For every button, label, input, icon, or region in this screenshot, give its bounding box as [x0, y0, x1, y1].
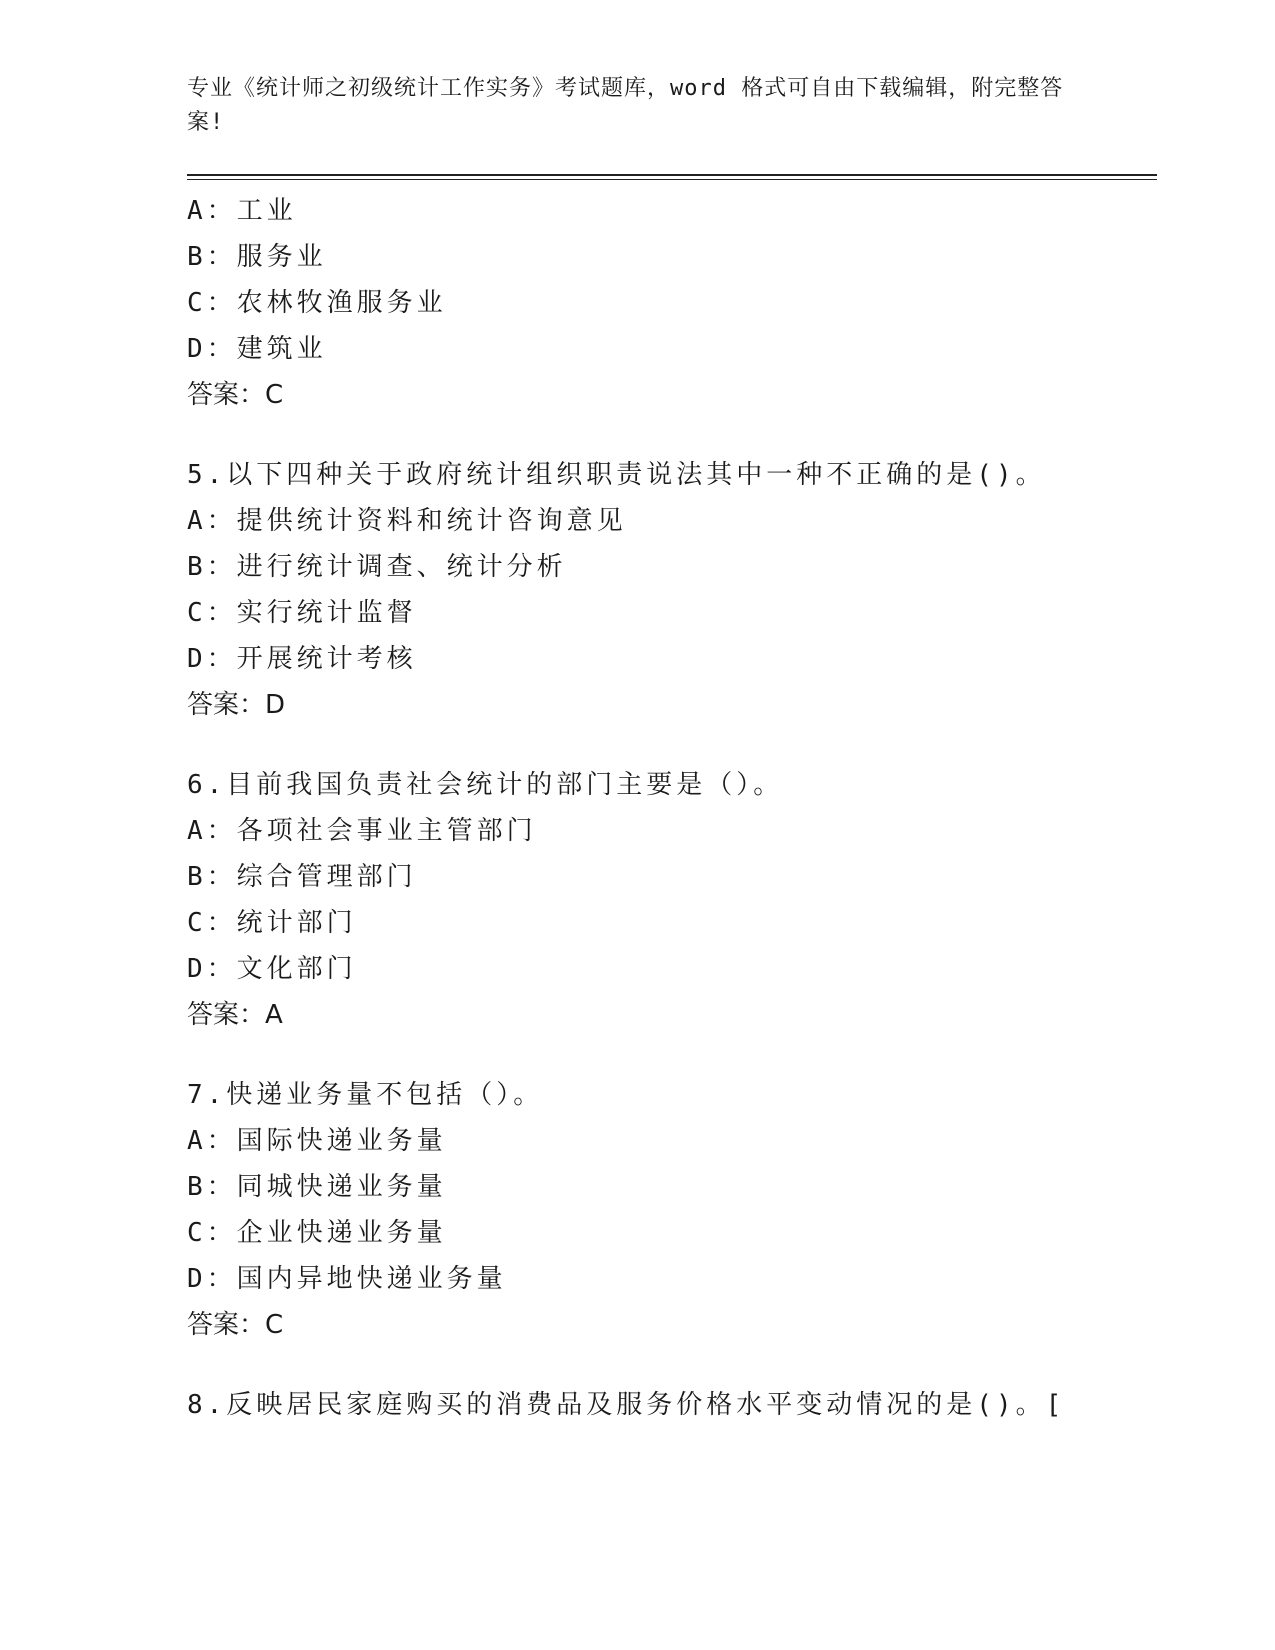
option-c	[187, 1210, 1157, 1256]
option-label: B：	[187, 862, 237, 892]
answer-line: 答案：D	[187, 690, 286, 720]
option-a	[187, 188, 1157, 234]
answer-line: 答案：C	[187, 1310, 284, 1340]
option-text: 农林牧渔服务业	[236, 288, 447, 318]
option-c	[187, 900, 1157, 946]
option-text: 国内异地快递业务量	[236, 1264, 507, 1294]
option-b	[187, 854, 1157, 900]
option-d	[187, 636, 1157, 682]
option-label: A：	[187, 816, 237, 846]
option-text: 企业快递业务量	[236, 1218, 447, 1248]
option-label: A：	[187, 506, 237, 536]
option-text: 综合管理部门	[236, 862, 417, 892]
option-text: 工业	[236, 196, 297, 226]
option-b	[187, 544, 1157, 590]
option-label: C：	[187, 908, 237, 938]
question-stem: 6.目前我国负责社会统计的部门主要是（）。	[187, 770, 784, 800]
option-c	[187, 590, 1157, 636]
option-b	[187, 234, 1157, 280]
question-4-continued	[187, 188, 1157, 418]
option-text: 同城快递业务量	[236, 1172, 447, 1202]
question-6	[187, 762, 1157, 1038]
header-divider-inner	[187, 179, 1157, 180]
option-label: B：	[187, 1172, 237, 1202]
option-c	[187, 280, 1157, 326]
question-5	[187, 452, 1157, 728]
option-text: 服务业	[236, 242, 327, 272]
option-label: B：	[187, 552, 237, 582]
option-b	[187, 1164, 1157, 1210]
option-label: C：	[187, 288, 237, 318]
header-note: 专业《统计师之初级统计工作实务》考试题库，word 格式可自由下载编辑，附完整答案!	[187, 76, 1064, 135]
option-label: C：	[187, 598, 237, 628]
option-d	[187, 1256, 1157, 1302]
option-text: 进行统计调查、统计分析	[236, 552, 567, 582]
option-text: 文化部门	[236, 954, 357, 984]
answer-line: 答案：C	[187, 380, 284, 410]
option-text: 提供统计资料和统计咨询意见	[236, 506, 627, 536]
option-label: C：	[187, 1218, 237, 1248]
option-label: A：	[187, 1126, 237, 1156]
option-label: D：	[187, 334, 237, 364]
option-d	[187, 946, 1157, 992]
option-a	[187, 1118, 1157, 1164]
option-text: 开展统计考核	[236, 644, 417, 674]
question-8	[187, 1382, 1157, 1428]
option-label: D：	[187, 1264, 237, 1294]
option-text: 国际快递业务量	[236, 1126, 447, 1156]
option-d	[187, 326, 1157, 372]
option-a	[187, 808, 1157, 854]
option-text: 各项社会事业主管部门	[236, 816, 537, 846]
option-a	[187, 498, 1157, 544]
document-page	[187, 72, 1157, 1428]
question-stem: 7.快递业务量不包括（）。	[187, 1080, 544, 1110]
option-label: B：	[187, 242, 237, 272]
question-stem: 8.反映居民家庭购买的消费品及服务价格水平变动情况的是()。[	[187, 1390, 1066, 1420]
answer-line: 答案：A	[187, 1000, 283, 1030]
option-text: 统计部门	[236, 908, 357, 938]
option-text: 实行统计监督	[236, 598, 417, 628]
question-stem: 5.以下四种关于政府统计组织职责说法其中一种不正确的是()。	[187, 460, 1046, 490]
header-divider	[187, 174, 1157, 180]
option-label: A：	[187, 196, 237, 226]
option-label: D：	[187, 954, 237, 984]
option-label: D：	[187, 644, 237, 674]
option-text: 建筑业	[236, 334, 327, 364]
question-7	[187, 1072, 1157, 1348]
